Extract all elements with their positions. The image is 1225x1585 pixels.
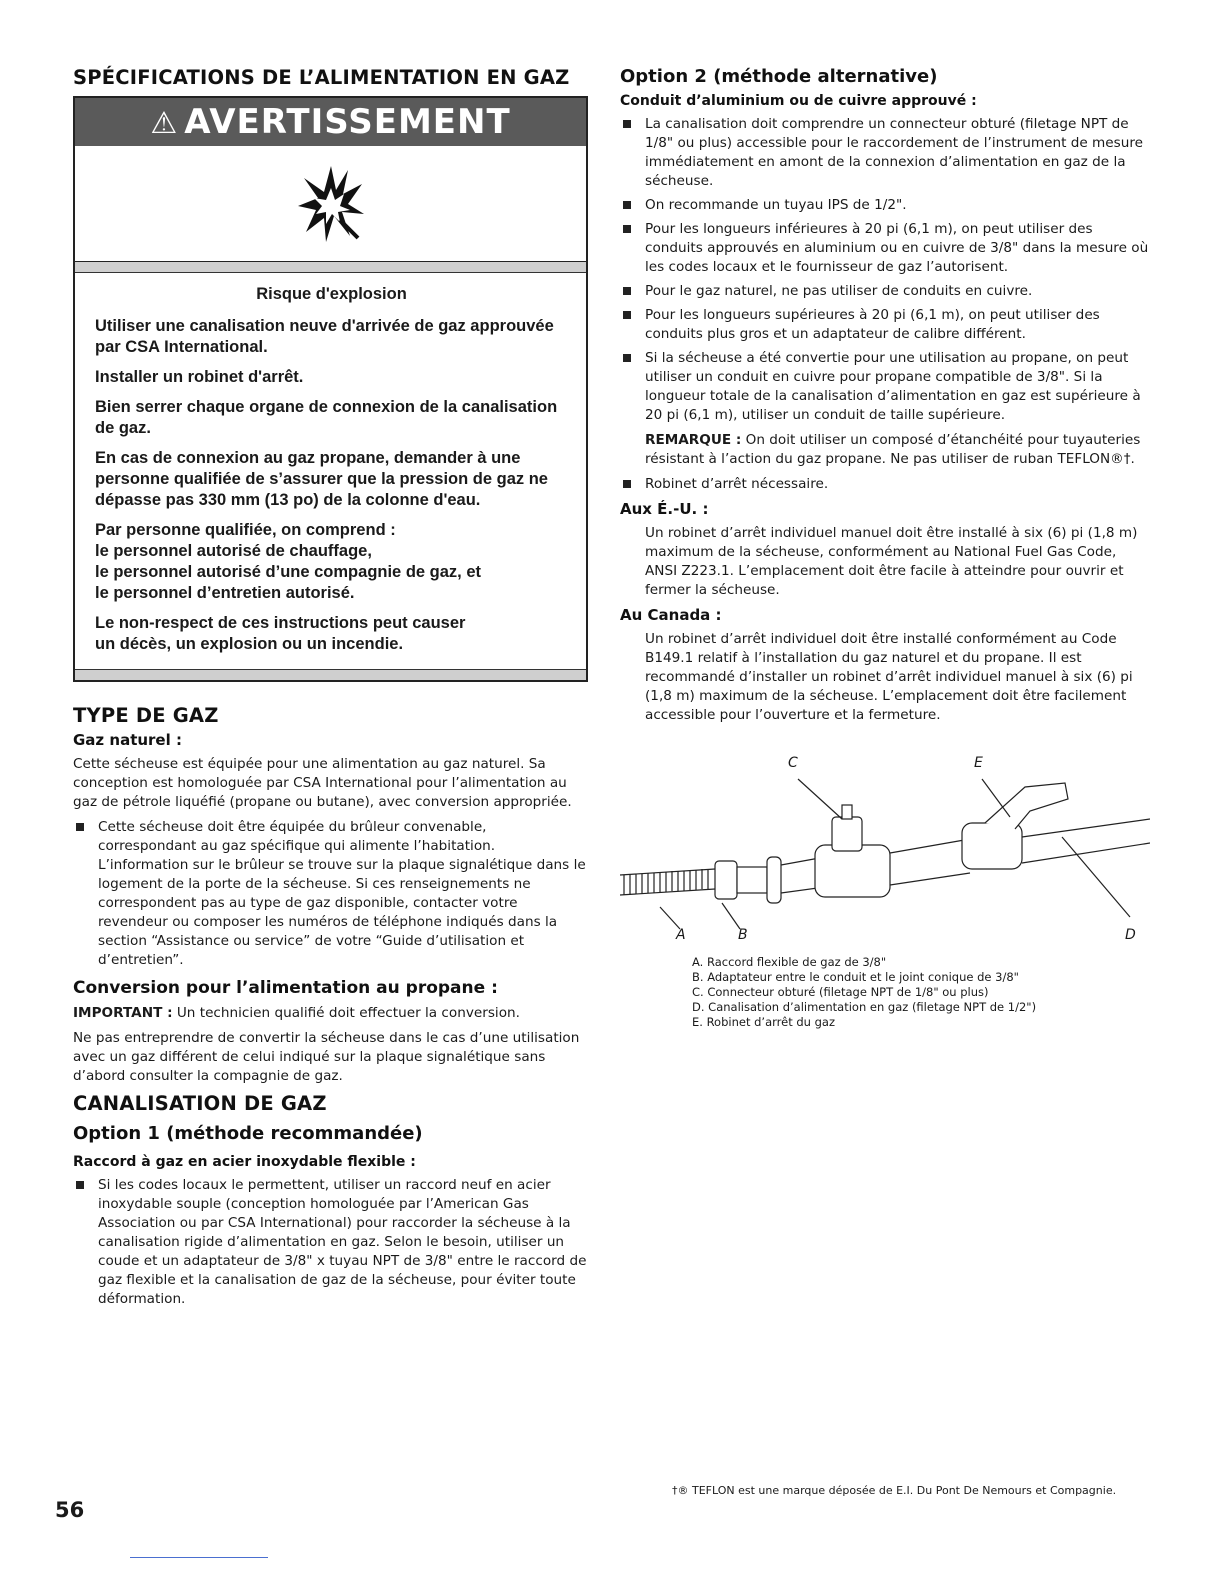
warning-box (73, 96, 588, 682)
list-item: Pour les longueurs supérieures à 20 pi (6,1 m), on peut utiliser des conduits plus gros et un adaptateur de calibre différent. (620, 306, 1150, 344)
label-d: D (1125, 927, 1136, 943)
warning-line: Bien serrer chaque organe de connexion de la canalisation de gaz. (95, 398, 558, 437)
para-us: Un robinet d’arrêt individuel manuel doit être installé à six (6) pi (1,8 m) maximum de la sécheuse, conformément au National Fuel Gas Code, ANSI Z223.1. L’emplacement doit être facile à atteindre pour ouvrir et fermer la sécheuse. (645, 525, 1138, 598)
heading-gas-type: TYPE DE GAZ (73, 704, 219, 727)
warning-line: Installer un robinet d'arrêt. (95, 368, 304, 386)
explosion-icon (75, 146, 586, 262)
warning-line: Par personne qualifiée, on comprend : le personnel autorisé de chauffage, le personnel autorisé d’une compagnie de gaz, et le personnel d’entretien autorisé. (95, 521, 482, 602)
list-item: La canalisation doit comprendre un connecteur obturé (filetage NPT de 1/8" ou plus) accessible pour le raccordement de l’instrument de mesure immédiatement en amont de la connexion d’alimentation en gaz de la sécheuse. (620, 115, 1150, 191)
para-canada: Un robinet d’arrêt individuel doit être installé conformément au Code B149.1 relatif à l’installation du gaz naturel et du propane. Il est recommandé d’installer un robinet d’arrêt individuel manuel à six (6) pi (1,8 m) maximum de la sécheuse. L’emplacement doit être facilement accessible pour l’ouverture et la fermeture. (645, 631, 1133, 723)
list-option-1 (73, 1176, 588, 1309)
list-item: Pour les longueurs inférieures à 20 pi (6,1 m), on peut utiliser des conduits approuvés en aluminium ou en cuivre de 3/8" dans la mesure où les codes locaux et le fournisseur de gaz l’autorisent. (620, 220, 1150, 277)
para-important (73, 1004, 588, 1023)
warning-header-text: AVERTISSEMENT (184, 102, 511, 142)
label-e: E (974, 755, 983, 771)
warning-band (75, 262, 586, 273)
legend-item: C. Connecteur obturé (filetage NPT de 1/8" ou plus) (692, 985, 989, 999)
important-text: Un technicien qualifié doit effectuer la conversion. (172, 1005, 520, 1021)
heading-option-2-sub: Conduit d’aluminium ou de cuivre approuvé : (620, 93, 977, 109)
gas-connection-illustration (620, 757, 1150, 947)
warning-body (75, 273, 586, 669)
list-item: Robinet d’arrêt nécessaire. (620, 475, 1150, 494)
heading-option-1: Option 1 (méthode recommandée) (73, 1123, 423, 1144)
list-item: Cette sécheuse doit être équipée du brûleur convenable, correspondant au gaz spécifique qui alimente l’habitation. L’information sur le brûleur se trouve sur la plaque signalétique dans le logement de la porte de la sécheuse. Si ces renseignements ne correspondent pas au type de gaz disponible, contacter votre revendeur ou composer les numéros de téléphone indiqués dans la section “Assistance ou service” de votre “Guide d’utilisation et d’entretien”. (73, 818, 588, 970)
remarque-text: On doit utiliser un composé d’étanchéité pour tuyauteries résistant à l’action du gaz propane. Ne pas utiliser de ruban TEFLON®†. (645, 432, 1141, 467)
list-item: Pour le gaz naturel, ne pas utiliser de conduits en cuivre. (620, 282, 1150, 301)
legend-item: B. Adaptateur entre le conduit et le joint conique de 3/8" (692, 970, 1019, 984)
label-c: C (788, 755, 798, 771)
warning-footer-band (75, 669, 586, 680)
para-propane: Ne pas entreprendre de convertir la sécheuse dans le cas d’une utilisation avec un gaz différent de celui indiqué sur la plaque signalétique sans d’abord consulter la compagnie de gaz. (73, 1030, 580, 1084)
list-option-2 (620, 115, 1150, 425)
list-item: Si les codes locaux le permettent, utiliser un raccord neuf en acier inoxydable souple (conception homologuée par l’American Gas Association ou par CSA International) pour raccorder la sécheuse à la canalisation rigide d’alimentation en gaz. Selon le besoin, utiliser un coude et un adaptateur de 3/8" x tuyau NPT de 3/8" entre le raccord de gaz flexible et la canalisation de gaz de la sécheuse, pour éviter toute déformation. (73, 1176, 588, 1309)
legend-item: E. Robinet d’arrêt du gaz (692, 1015, 835, 1029)
label-b: B (738, 927, 748, 943)
warning-header (75, 98, 586, 146)
warning-triangle-icon: ⚠ (150, 106, 179, 141)
label-a: A (676, 927, 686, 943)
list-item: On recommande un tuyau IPS de 1/2". (620, 196, 1150, 215)
warning-line: En cas de connexion au gaz propane, demander à une personne qualifiée de s’assurer que la pression de gaz ne dépasse pas 330 mm (13 po) de la colonne d'eau. (95, 449, 548, 509)
left-column (73, 66, 588, 1315)
heading-canada: Au Canada : (620, 606, 722, 624)
important-label: IMPORTANT : (73, 1005, 173, 1021)
heading-natural-gas: Gaz naturel : (73, 731, 182, 749)
warning-risk-title: Risque d'explosion (256, 285, 407, 303)
right-column (620, 66, 1150, 1030)
list-item: Si la sécheuse a été convertie pour une utilisation au propane, on peut utiliser un conduit en cuivre pour propane compatible de 3/8". Si la longueur totale de la canalisation d’alimentation en gaz est supérieure à 20 pi (6,1 m), utiliser un conduit de taille supérieure. (620, 349, 1150, 425)
page-number: 56 (55, 1498, 85, 1522)
heading-propane: Conversion pour l’alimentation au propane : (73, 978, 498, 998)
diagram-legend (620, 955, 1150, 1030)
heading-option-2: Option 2 (méthode alternative) (620, 66, 938, 87)
warning-line: Le non-respect de ces instructions peut causer un décès, un explosion ou un incendie. (95, 614, 466, 653)
heading-gas-spec: SPÉCIFICATIONS DE L’ALIMENTATION EN GAZ (73, 66, 570, 89)
para-natural-gas: Cette sécheuse est équipée pour une alimentation au gaz naturel. Sa conception est homologuée par CSA International pour l’alimentation au gaz de pétrole liquéfié (propane ou butane), avec conversion appropriée. (73, 756, 572, 810)
footnote: †® TEFLON est une marque déposée de E.I. Du Pont De Nemours et Compagnie. (672, 1484, 1117, 1497)
heading-option-1-sub: Raccord à gaz en acier inoxydable flexible : (73, 1154, 416, 1170)
heading-gas-pipe: CANALISATION DE GAZ (73, 1092, 327, 1115)
gas-connection-diagram (620, 757, 1150, 947)
list-option-2-end (620, 475, 1150, 494)
list-natural-gas (73, 818, 588, 970)
heading-us: Aux É.-U. : (620, 500, 709, 518)
legend-item: D. Canalisation d’alimentation en gaz (filetage NPT de 1/2") (692, 1000, 1037, 1014)
warning-line: Utiliser une canalisation neuve d'arrivée de gaz approuvée par CSA International. (95, 317, 554, 356)
legend-item: A. Raccord flexible de gaz de 3/8" (692, 955, 887, 969)
remarque-label: REMARQUE : (645, 432, 742, 448)
remarque-note (620, 431, 1150, 469)
bottom-rule (130, 1557, 268, 1558)
